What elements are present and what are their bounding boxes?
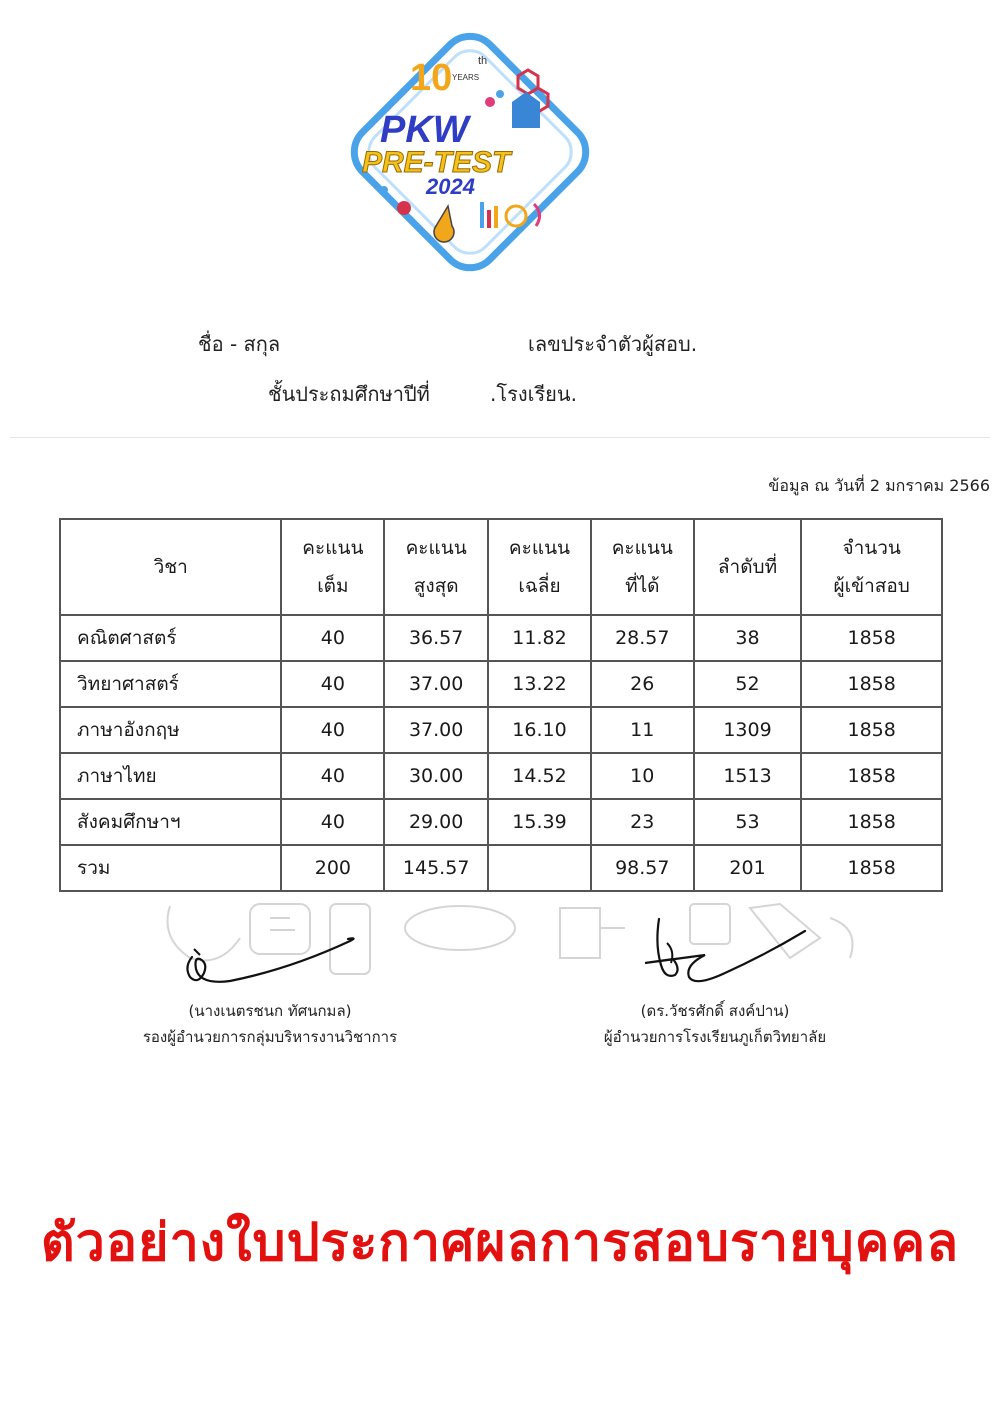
max-score-cell: 29.00 <box>384 799 488 845</box>
average-score-cell: 11.82 <box>488 615 591 661</box>
header-subject: วิชา <box>60 519 281 615</box>
max-score-cell: 36.57 <box>384 615 488 661</box>
header-full-score: คะแนน เต็ม <box>281 519 384 615</box>
subject-cell: วิทยาศาสตร์ <box>60 661 281 707</box>
subject-cell: ภาษาไทย <box>60 753 281 799</box>
max-score-cell: 37.00 <box>384 661 488 707</box>
full-score-cell: 40 <box>281 799 384 845</box>
signature-left-graphic <box>170 915 370 993</box>
rank-cell: 1309 <box>694 707 802 753</box>
average-score-cell: 13.22 <box>488 661 591 707</box>
examinees-cell: 1858 <box>801 661 942 707</box>
table-row <box>60 615 942 661</box>
obtained-score-cell: 23 <box>591 799 694 845</box>
table-row <box>60 799 942 845</box>
obtained-score-cell: 98.57 <box>591 845 694 891</box>
signature-right-graphic <box>615 915 815 993</box>
divider <box>10 437 990 438</box>
svg-text:PRE-TEST: PRE-TEST <box>362 146 511 179</box>
signer-position-left: รองผู้อำนวยการกลุ่มบริหารงานวิชาการ <box>142 1028 398 1046</box>
examinees-cell: 1858 <box>801 799 942 845</box>
average-score-cell <box>488 845 591 891</box>
name-label: ชื่อ - สกุล <box>198 332 281 356</box>
school-label: .โรงเรียน. <box>490 382 577 406</box>
signature-block-left <box>110 915 430 1051</box>
header-obtained-score: คะแนน ที่ได้ <box>591 519 694 615</box>
max-score-cell: 30.00 <box>384 753 488 799</box>
exam-id-label: เลขประจำตัวผู้สอบ. <box>528 332 698 356</box>
table-header-row <box>60 519 942 615</box>
rank-cell: 38 <box>694 615 802 661</box>
table-row <box>60 753 942 799</box>
header-average-score: คะแนน เฉลี่ย <box>488 519 591 615</box>
full-score-cell: 40 <box>281 707 384 753</box>
max-score-cell: 145.57 <box>384 845 488 891</box>
max-score-cell: 37.00 <box>384 707 488 753</box>
sample-certificate-title: ตัวอย่างใบประกาศผลการสอบรายบุคคล <box>40 1213 960 1273</box>
svg-text:th: th <box>478 55 488 67</box>
score-table <box>59 518 943 892</box>
rank-cell: 52 <box>694 661 802 707</box>
subject-cell: คณิตศาสตร์ <box>60 615 281 661</box>
header-rank: ลำดับที่ <box>694 519 802 615</box>
average-score-cell: 15.39 <box>488 799 591 845</box>
student-info-row-1 <box>198 328 758 358</box>
svg-text:2024: 2024 <box>426 174 475 199</box>
svg-text:10: 10 <box>410 57 453 99</box>
signer-name-left: (นางเนตรชนก ทัศนกมล) <box>188 1002 352 1020</box>
student-info-row-2 <box>268 378 628 408</box>
signer-position-right: ผู้อำนวยการโรงเรียนภูเก็ตวิทยาลัย <box>603 1028 827 1046</box>
average-score-cell: 14.52 <box>488 753 591 799</box>
rank-cell: 53 <box>694 799 802 845</box>
examinees-cell: 1858 <box>801 707 942 753</box>
obtained-score-cell: 26 <box>591 661 694 707</box>
table-row <box>60 707 942 753</box>
svg-text:PKW: PKW <box>380 109 469 151</box>
svg-text:YEARS: YEARS <box>452 73 480 82</box>
full-score-cell: 40 <box>281 615 384 661</box>
table-row <box>60 661 942 707</box>
obtained-score-cell: 28.57 <box>591 615 694 661</box>
obtained-score-cell: 10 <box>591 753 694 799</box>
rank-cell: 201 <box>694 845 802 891</box>
rank-cell: 1513 <box>694 753 802 799</box>
data-date: ข้อมูล ณ วันที่ 2 มกราคม 2566 <box>768 476 990 495</box>
signature-block-right <box>560 915 870 1051</box>
obtained-score-cell: 11 <box>591 707 694 753</box>
subject-cell: ภาษาอังกฤษ <box>60 707 281 753</box>
full-score-cell: 40 <box>281 661 384 707</box>
examinees-cell: 1858 <box>801 845 942 891</box>
subject-cell: รวม <box>60 845 281 891</box>
examinees-cell: 1858 <box>801 615 942 661</box>
pkw-pretest-logo <box>340 30 600 275</box>
header-max-score: คะแนน สูงสุด <box>384 519 488 615</box>
table-total-row <box>60 845 942 891</box>
subject-cell: สังคมศึกษาฯ <box>60 799 281 845</box>
full-score-cell: 200 <box>281 845 384 891</box>
full-score-cell: 40 <box>281 753 384 799</box>
grade-label: ชั้นประถมศึกษาปีที่ <box>268 382 430 406</box>
examinees-cell: 1858 <box>801 753 942 799</box>
signer-name-right: (ดร.วัชรศักดิ์ สงค์ปาน) <box>640 1002 790 1020</box>
average-score-cell: 16.10 <box>488 707 591 753</box>
header-examinees: จำนวน ผู้เข้าสอบ <box>801 519 942 615</box>
